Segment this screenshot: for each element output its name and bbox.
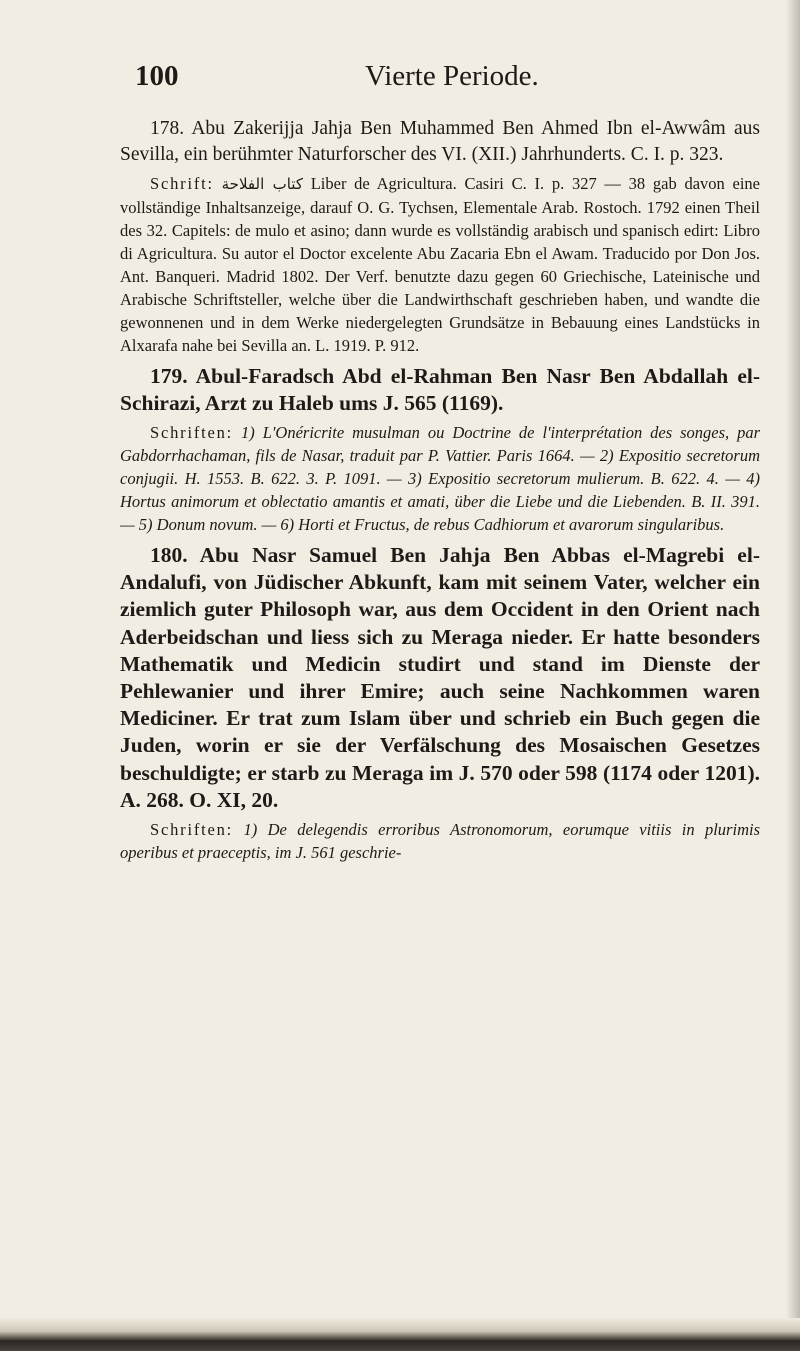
entry-180-note <box>120 818 760 864</box>
page-number: 100 <box>135 60 179 92</box>
entry-178-head <box>120 116 760 168</box>
arabic-title: كتاب الفلاحة <box>221 174 303 193</box>
note-label: Schriften: <box>150 423 234 442</box>
entry-179-head <box>120 363 760 417</box>
note-label: Schriften: <box>150 820 234 840</box>
running-head: Vierte Periode. <box>365 60 539 92</box>
entry-179-note <box>120 421 760 536</box>
entry-number: 178. <box>150 118 185 139</box>
entry-heading: Abu Nasr Samuel Ben Jahja Ben Abbas el-Magrebi el-Andalufi, von Jüdischer Abkunft, kam mit seinem Vater, welcher ein ziemlich guter Philosoph war, aus dem Occident in den Orient nach Aderbeidschan und liess sich zu Meraga nieder. Er hatte besonders Mathematik und Medicin studirt und stand im Dienste der Pehlewanier und ihrer Emire; auch seine Nachkommen waren Mediciner. Er trat zum Islam über und schrieb ein Buch gegen die Juden, worin er sie der Verfälschung des Mosaischen Gesetzes beschuldigte; er starb zu Meraga im J. 570 oder 598 (1174 oder 1201). A. 268. O. XI, 20. <box>120 543 760 812</box>
entry-number: 180. <box>150 543 188 567</box>
note-label: Schrift: <box>150 173 214 193</box>
scan-bottom-edge <box>0 1318 800 1351</box>
page-body <box>120 116 760 870</box>
note-text: Liber de Agricultura. Casiri C. I. p. 327 — 38 gab davon eine vollständige Inhaltsanzeige, darauf O. G. Tychsen, Elementale Arab. Rostoch. 1792 einen Theil des 32. Capitels: de mulo et asino; dann wurde es vollständig arabisch und spanisch edirt: Libro di Agricultura. Su autor el Doctor excelente Abu Zacaria Ebn el Awam. Traducido por Don Jos. Ant. Banqueri. Madrid 1802. Der Verf. benutzte dazu gegen 60 Griechische, Lateinische und Arabische Schriftsteller, welche über die Landwirthschaft geschrieben haben, und wandte die gewonnenen und in dem Werke niedergelegten Grundsätze in Bebauung eines Landstücks in Alxarafa nahe bei Sevilla an. L. 1919. P. 912. <box>120 173 760 355</box>
entry-178-note <box>120 172 760 357</box>
note-text: 1) De delegendis erroribus Astronomorum, eorumque vitiis in plurimis operibus et praeceptis, im J. 561 geschrie- <box>120 820 760 863</box>
entry-180-head <box>120 542 760 814</box>
page-header <box>135 60 735 100</box>
entry-heading: Abu Zakerijja Jahja Ben Muhammed Ben Ahmed Ibn el-Awwâm aus Sevilla, ein berühmter Naturforscher des VI. (XII.) Jahrhunderts. C. I. p. 323. <box>120 118 760 165</box>
page-edge-shadow <box>786 0 800 1351</box>
entry-heading: Abul-Faradsch Abd el-Rahman Ben Nasr Ben Abdallah el-Schirazi, Arzt zu Haleb ums J. 565 (1169). <box>120 363 760 415</box>
note-text: 1) L'Onéricrite musulman ou Doctrine de l'interprétation des songes, par Gabdorrhachaman, fils de Nasar, traduit par P. Vattier. Paris 1664. — 2) Expositio secretorum conjugii. H. 1553. B. 622. 3. P. 1091. — 3) Expositio secretorum mulierum. B. 622. 4. — 4) Hortus animorum et oblectatio amantis et amati, über die Liebe und die Liebenden. B. II. 391. — 5) Donum novum. — 6) Horti et Fructus, de rebus Cadhiorum et avarorum singularibus. <box>120 423 760 534</box>
entry-number: 179. <box>150 363 188 388</box>
